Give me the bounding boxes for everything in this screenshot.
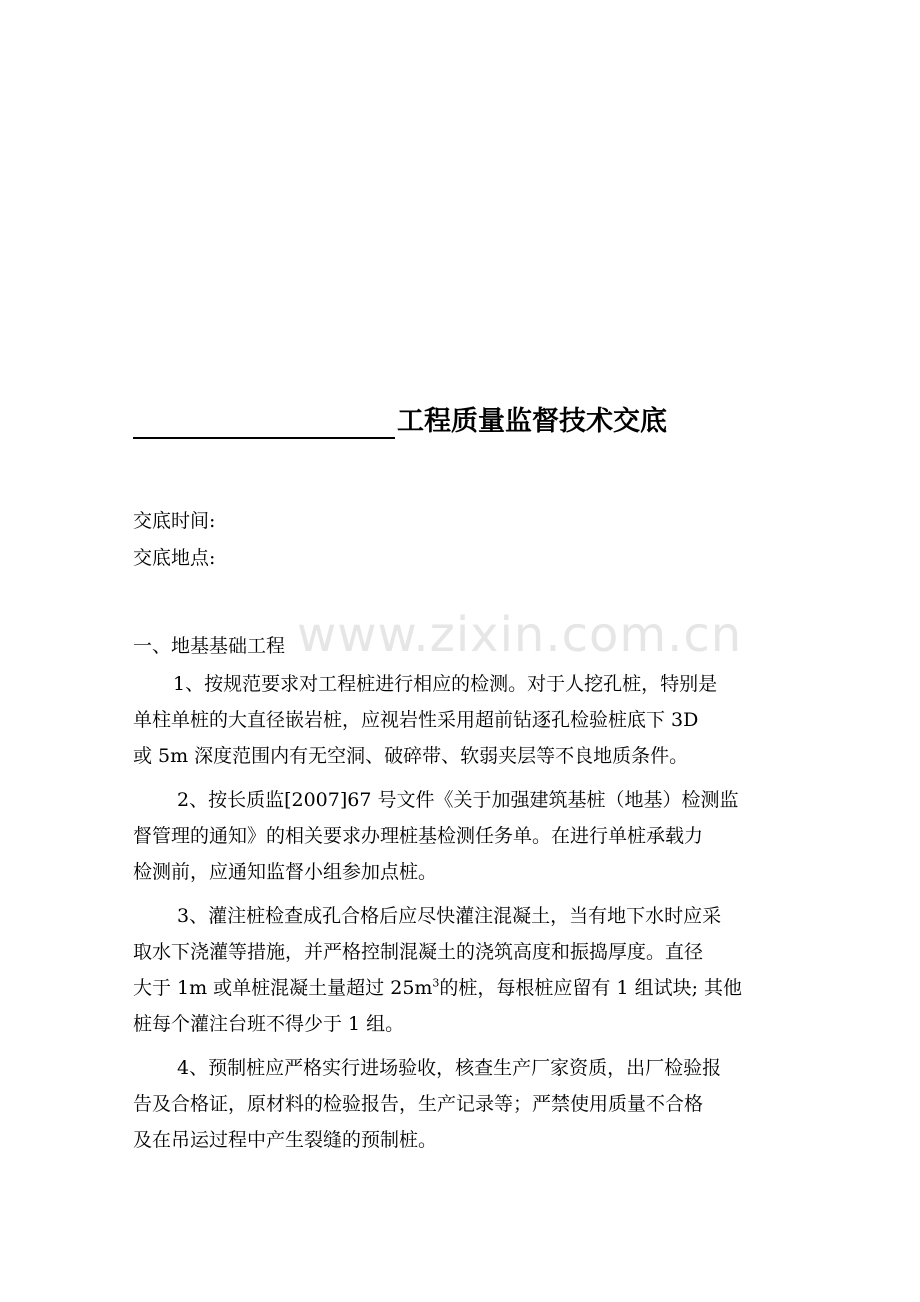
paragraph-line: 2、按长质监[2007]67 号文件《关于加强建筑基桩（地基）检测监 [177,789,739,811]
paragraph-line-part: 的桩，每根桩应留有 1 组试块; 其他 [439,977,743,999]
paragraph-1 [133,666,789,774]
paragraph-line: 取水下浇灌等措施，并严格控制混凝土的浇筑高度和振捣厚度。直径 [133,941,704,963]
paragraph-line: 桩每个灌注台班不得少于 1 组。 [133,1013,405,1035]
paragraph-line: 或 5m 深度范围内有无空洞、破碎带、软弱夹层等不良地质条件。 [133,745,689,767]
paragraph-line: 检测前，应通知监督小组参加点桩。 [133,861,438,883]
paragraph-line: 督管理的通知》的相关要求办理桩基检测任务单。在进行单桩承载力 [133,825,704,847]
paragraph-line: 及在吊运过程中产生裂缝的预制桩。 [133,1129,438,1151]
paragraph-line [133,970,789,1006]
project-name-blank [133,407,395,439]
paragraph-2 [133,782,789,890]
document-title: 工程质量监督技术交底 [397,406,667,437]
paragraph-4 [133,1050,789,1158]
watermark: www.zixin.com.cn [297,607,743,663]
superscript: 3 [432,976,440,990]
briefing-place-label: 交底地点: [133,547,216,569]
document-title-row [133,405,667,439]
paragraph-line: 1、按规范要求对工程桩进行相应的检测。对于人挖孔桩，特别是 [173,673,718,695]
briefing-time-label: 交底时间: [133,510,216,532]
paragraph-line: 3、灌注桩检查成孔合格后应尽快灌注混凝土，当有地下水时应采 [177,905,722,927]
paragraph-line: 4、预制桩应严格实行进场验收，核查生产厂家资质，出厂检验报 [177,1057,722,1079]
paragraph-3 [133,898,789,1042]
paragraph-line: 单柱单桩的大直径嵌岩桩，应视岩性采用超前钻逐孔检验桩底下 3D [133,709,699,731]
paragraph-line-part: 大于 1m 或单桩混凝土量超过 25m [133,977,433,999]
section-heading: 一、地基基础工程 [133,635,286,657]
paragraph-line: 告及合格证，原材料的检验报告，生产记录等；严禁使用质量不合格 [133,1093,704,1115]
